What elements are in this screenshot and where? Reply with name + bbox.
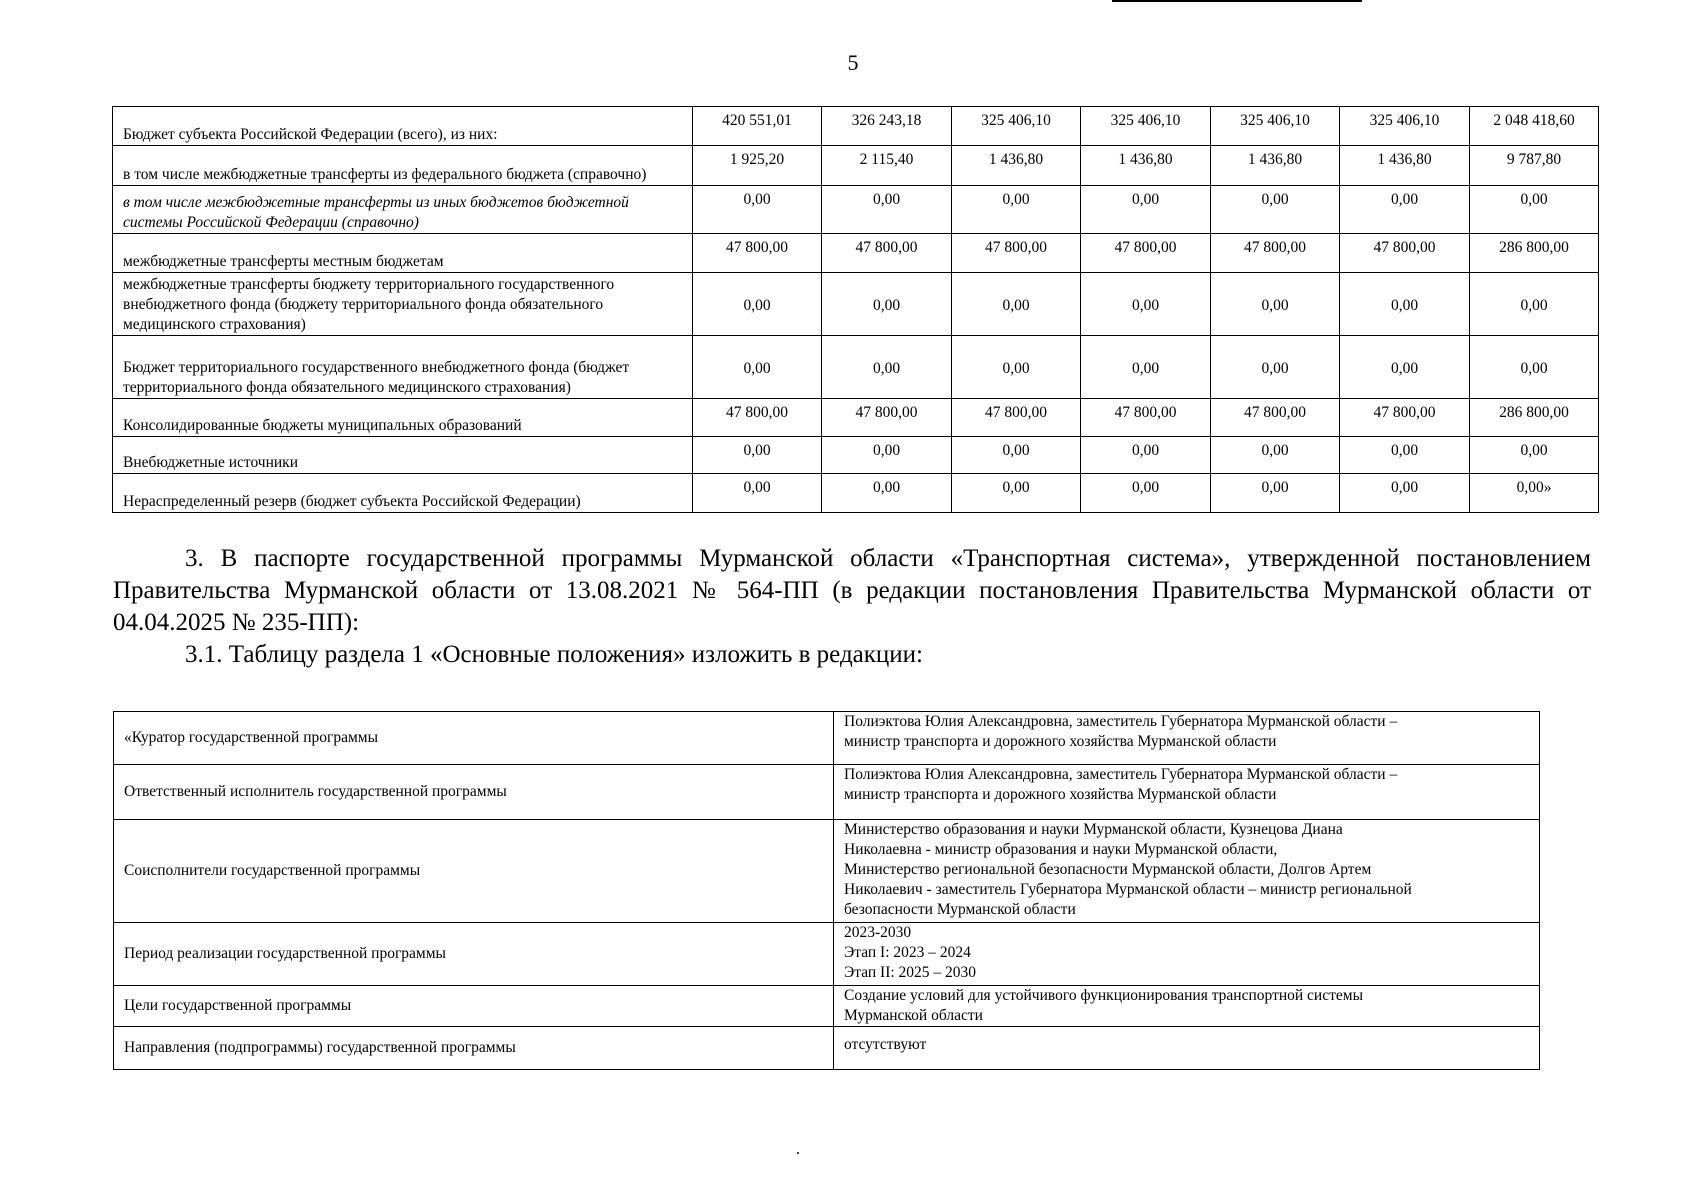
finance-cell: 0,00 [952,273,1081,336]
body-text [113,543,1591,671]
finance-row-label: Нераспределенный резерв (бюджет субъекта Российской Федерации) [113,474,693,513]
passport-value-line: Мурманской области [844,1007,983,1024]
finance-cell: 47 800,00 [1081,399,1211,437]
finance-cell: 326 243,18 [822,107,952,146]
passport-row-label: Период реализации государственной программы [114,923,834,986]
finance-row [113,437,1599,474]
finance-row-label: Бюджет субъекта Российской Федерации (всего), из них: [113,107,693,146]
finance-row [113,336,1599,399]
finance-cell: 0,00 [1340,437,1470,474]
finance-cell: 0,00 [822,186,952,234]
passport-row [114,820,1540,923]
passport-row [114,1027,1540,1070]
finance-cell: 0,00 [1081,336,1211,399]
finance-cell: 1 436,80 [952,146,1081,186]
finance-cell: 0,00 [1211,437,1340,474]
finance-row-label: межбюджетные трансферты бюджету территориального государственного внебюджетного фонда (бюджету территориального фонда обязательного медицинского страхования) [113,273,693,336]
passport-value-line: 2023-2030 [844,924,912,941]
finance-cell: 47 800,00 [1340,399,1470,437]
finance-cell: 47 800,00 [952,234,1081,273]
finance-cell: 0,00 [693,186,822,234]
finance-row-label: в том числе межбюджетные трансферты из федерального бюджета (справочно) [113,146,693,186]
finance-cell: 0,00 [952,474,1081,513]
finance-row-label: межбюджетные трансферты местным бюджетам [113,234,693,273]
passport-table [113,711,1540,1070]
passport-row [114,712,1540,765]
passport-row-value [834,820,1540,923]
passport-row-label: Направления (подпрограммы) государственной программы [114,1027,834,1070]
finance-cell: 1 436,80 [1340,146,1470,186]
passport-row [114,986,1540,1027]
finance-cell: 0,00 [952,186,1081,234]
finance-cell: 0,00 [822,336,952,399]
finance-cell: 47 800,00 [822,399,952,437]
finance-cell: 0,00 [1470,273,1599,336]
finance-cell: 0,00 [693,437,822,474]
finance-row [113,474,1599,513]
finance-cell: 0,00 [693,273,822,336]
passport-value-line: министр транспорта и дорожного хозяйства Мурманской области [844,733,1277,750]
finance-cell: 0,00 [1081,437,1211,474]
passport-row-label: «Куратор государственной программы [114,712,834,765]
passport-row-value [834,765,1540,820]
finance-cell: 47 800,00 [1081,234,1211,273]
finance-cell: 0,00» [1470,474,1599,513]
finance-row [113,399,1599,437]
passport-value-line: Николаевич - заместитель Губернатора Мурманской области – министр региональной [844,881,1412,898]
finance-cell: 2 115,40 [822,146,952,186]
passport-value-line: Министерство образования и науки Мурманской области, Кузнецова Диана [844,821,1343,838]
finance-cell: 0,00 [1340,273,1470,336]
finance-cell: 286 800,00 [1470,234,1599,273]
passport-row-value [834,1027,1540,1070]
finance-cell: 0,00 [822,437,952,474]
finance-cell: 9 787,80 [1470,146,1599,186]
finance-table [112,106,1599,513]
passport-row-label: Цели государственной программы [114,986,834,1027]
passport-value-line: Полиэктова Юлия Александровна, заместитель Губернатора Мурманской области – [844,766,1398,783]
finance-cell: 2 048 418,60 [1470,107,1599,146]
finance-cell: 325 406,10 [952,107,1081,146]
finance-row [113,273,1599,336]
finance-row-label: Консолидированные бюджеты муниципальных образований [113,399,693,437]
finance-cell: 0,00 [1470,186,1599,234]
finance-cell: 47 800,00 [1211,399,1340,437]
finance-cell: 325 406,10 [1081,107,1211,146]
passport-value-line: безопасности Мурманской области [844,901,1076,918]
finance-cell: 420 551,01 [693,107,822,146]
finance-cell: 0,00 [693,336,822,399]
passport-value-line: министр транспорта и дорожного хозяйства Мурманской области [844,786,1277,803]
finance-cell: 0,00 [952,437,1081,474]
page-number: 5 [847,50,859,75]
finance-cell: 325 406,10 [1211,107,1340,146]
finance-cell: 0,00 [1211,273,1340,336]
passport-row-label: Соисполнители государственной программы [114,820,834,923]
finance-cell: 0,00 [822,273,952,336]
passport-value-line: Министерство региональной безопасности Мурманской области, Долгов Артем [844,861,1372,878]
finance-cell: 47 800,00 [693,399,822,437]
passport-row-label: Ответственный исполнитель государственной программы [114,765,834,820]
finance-cell: 0,00 [1340,336,1470,399]
finance-cell: 47 800,00 [952,399,1081,437]
finance-row [113,234,1599,273]
passport-value-line: отсутствуют [844,1036,927,1053]
top-rule [1112,0,1362,2]
finance-cell: 0,00 [1470,437,1599,474]
passport-value-line: Полиэктова Юлия Александровна, заместитель Губернатора Мурманской области – [844,713,1398,730]
passport-row-value [834,712,1540,765]
finance-cell: 0,00 [1081,186,1211,234]
passport-row [114,923,1540,986]
finance-row [113,146,1599,186]
passport-row [114,765,1540,820]
finance-cell: 0,00 [1211,336,1340,399]
paragraph-3-1: 3.1. Таблицу раздела 1 «Основные положения» изложить в редакции: [185,641,923,668]
finance-cell: 0,00 [952,336,1081,399]
finance-cell: 286 800,00 [1470,399,1599,437]
finance-cell: 0,00 [693,474,822,513]
finance-cell: 0,00 [1211,186,1340,234]
scan-speck [797,1152,799,1154]
finance-cell: 1 925,20 [693,146,822,186]
passport-value-line: Этап I: 2023 – 2024 [844,944,971,961]
finance-cell: 1 436,80 [1081,146,1211,186]
finance-row [113,107,1599,146]
finance-cell: 0,00 [1340,186,1470,234]
finance-cell: 47 800,00 [693,234,822,273]
paragraph-3: 3. В паспорте государственной программы Мурманской области «Транспортная система», утвержденной постановлением Правительства Мурманской области от 13.08.2021 № 564-ПП (в редакции постановления Правительства Мурманской области от 04.04.2025 № 235-ПП): [113,545,1591,636]
passport-value-line: Этап II: 2025 – 2030 [844,964,977,981]
finance-cell: 0,00 [822,474,952,513]
finance-row-label: Бюджет территориального государственного внебюджетного фонда (бюджет территориального фонда обязательного медицинского страхования) [113,336,693,399]
finance-row-label: Внебюджетные источники [113,437,693,474]
finance-cell: 47 800,00 [1340,234,1470,273]
finance-cell: 0,00 [1081,273,1211,336]
finance-cell: 47 800,00 [822,234,952,273]
finance-cell: 0,00 [1081,474,1211,513]
passport-row-value [834,986,1540,1027]
finance-cell: 0,00 [1340,474,1470,513]
finance-row [113,186,1599,234]
passport-value-line: Николаевна - министр образования и науки Мурманской области, [844,841,1278,858]
passport-value-line: Создание условий для устойчивого функционирования транспортной системы [844,987,1363,1004]
finance-cell: 325 406,10 [1340,107,1470,146]
finance-row-label: в том числе межбюджетные трансферты из иных бюджетов бюджетной системы Российской Федерации (справочно) [113,186,693,234]
finance-cell: 47 800,00 [1211,234,1340,273]
finance-cell: 0,00 [1470,336,1599,399]
passport-row-value [834,923,1540,986]
finance-cell: 1 436,80 [1211,146,1340,186]
finance-cell: 0,00 [1211,474,1340,513]
